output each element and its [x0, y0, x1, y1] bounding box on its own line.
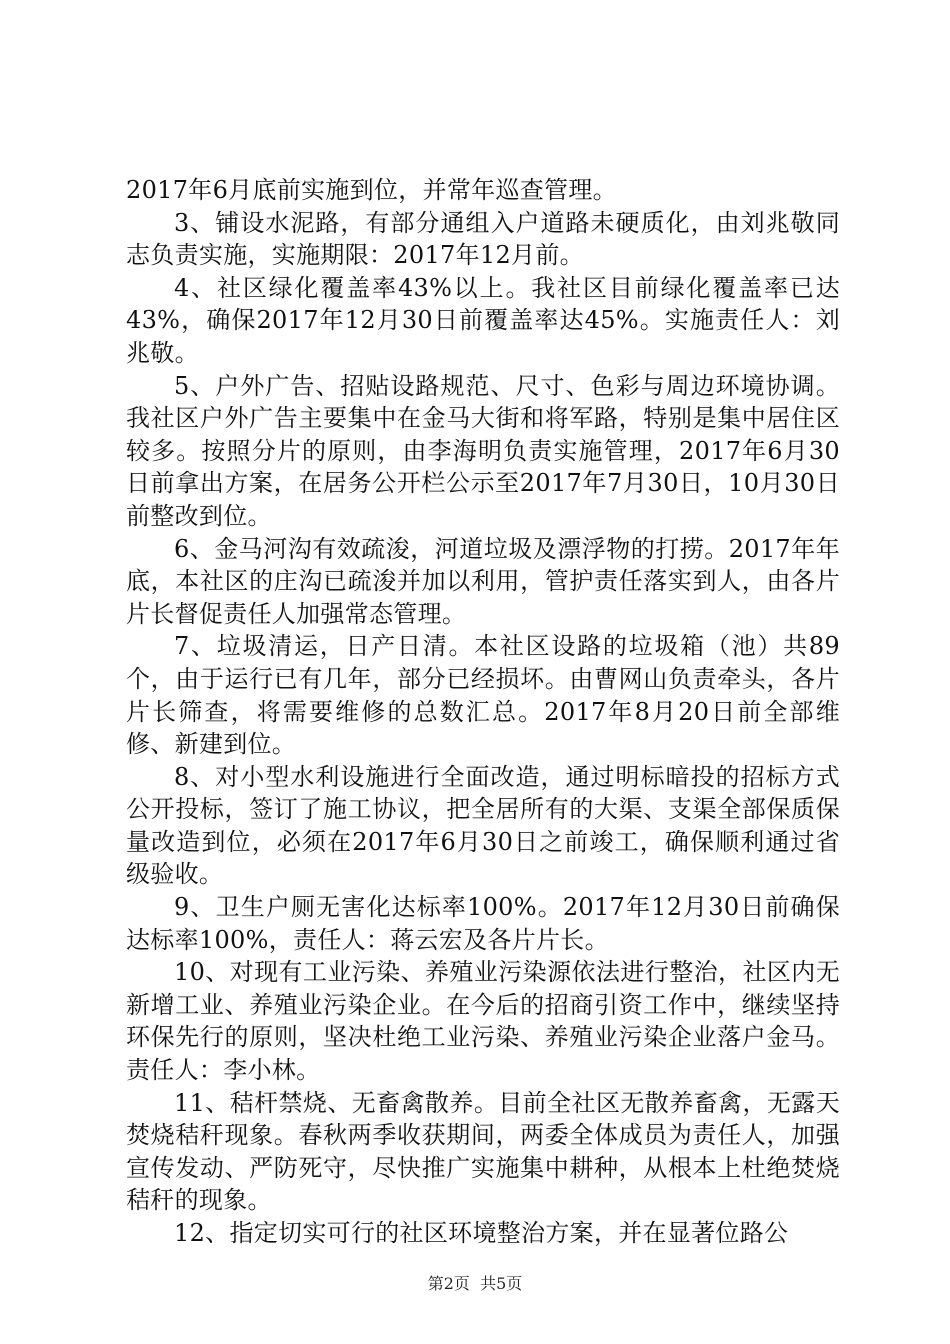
paragraph-2: 3、铺设水泥路，有部分通组入户道路未硬质化，由刘兆敬同志负责实施，实施期限：2017年12月前。 [126, 208, 840, 270]
paragraph-10: 11、秸杆禁烧、无畜禽散养。目前全社区无散养畜禽，无露天焚烧秸秆现象。春秋两季收获期间，两委全体成员为责任人，加强宣传发动、严防死守，尽快推广实施集中耕种，从根本上杜绝焚烧秸秆的现象。 [126, 1088, 840, 1215]
paragraph-8: 9、卫生户厕无害化达标率100%。2017年12月30日前确保达标率100%，责任人：蒋云宏及各片片长。 [126, 893, 840, 954]
paragraph-6: 7、垃圾清运，日产日清。本社区设路的垃圾箱（池）共89个，由于运行已有几年，部分已经损坏。由曹网山负责牵头，各片片长筛查，将需要维修的总数汇总。2017年8月20日前全部维修、新建到位。 [126, 632, 840, 759]
paragraph-5: 6、金马河沟有效疏浚，河道垃圾及漂浮物的打捞。2017年年底，本社区的庄沟已疏浚并加以利用，管护责任落实到人，由各片片长督促责任人加强常态管理。 [126, 534, 840, 628]
page-number: 第2页 [427, 1274, 470, 1293]
paragraph-9: 10、对现有工业污染、养殖业污染源依法进行整治，社区内无新增工业、养殖业污染企业。在今后的招商引资工作中，继续坚持环保先行的原则，坚决杜绝工业污染、养殖业污染企业落户金马。责任人：李小林。 [126, 958, 840, 1085]
page-total: 共5页 [480, 1274, 523, 1293]
document-body [126, 174, 840, 1250]
paragraph-1: 2017年6月底前实施到位，并常年巡查管理。 [126, 176, 617, 204]
paragraph-7: 8、对小型水利设施进行全面改造，通过明标暗投的招标方式公开投标，签订了施工协议，把全居所有的大渠、支渠全部保质保量改造到位，必须在2017年6月30日之前竣工，确保顺利通过省级验收。 [126, 762, 840, 889]
paragraph-11: 12、指定切实可行的社区环境整治方案，并在显著位路公 [174, 1219, 789, 1247]
paragraph-3: 4、社区绿化覆盖率43%以上。我社区目前绿化覆盖率已达43%，确保2017年12月30日前覆盖率达45%。实施责任人：刘兆敬。 [126, 273, 840, 367]
page-footer [0, 1271, 950, 1294]
paragraph-4: 5、户外广告、招贴设路规范、尺寸、色彩与周边环境协调。我社区户外广告主要集中在金马大街和将军路，特别是集中居住区较多。按照分片的原则，由李海明负责实施管理，2017年6月30日前拿出方案，在居务公开栏公示至2017年7月30日，10月30日前整改到位。 [126, 371, 840, 530]
